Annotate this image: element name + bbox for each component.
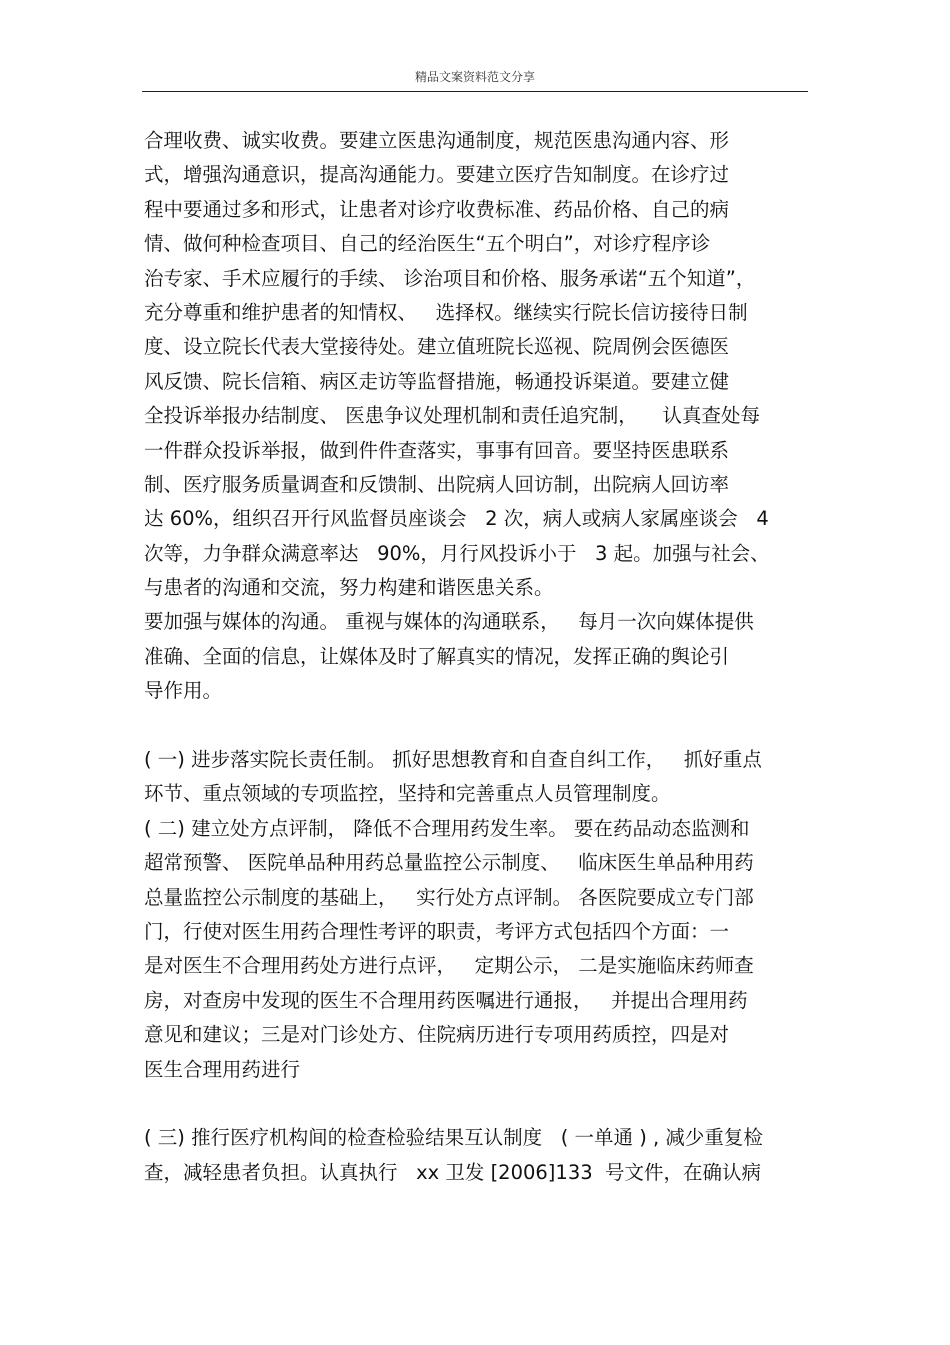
text-line: 风反馈、院长信箱、病区走访等监督措施，畅通投诉渠道。要建立健 bbox=[144, 369, 730, 393]
text-line: 式，增强沟通意识，提高沟通能力。要建立医疗告知制度。在诊疗过 bbox=[144, 163, 730, 187]
text-line: 总量监控公示制度的基础上， 实行处方点评制。 各医院要成立专门部 bbox=[144, 885, 754, 909]
text-line: 是对医生不合理用药处方进行点评， 定期公示， 二是实施临床药师查 bbox=[144, 954, 754, 978]
text-line: 环节、重点领域的专项监控，坚持和完善重点人员管理制度。 bbox=[144, 782, 671, 806]
text-line: 准确、全面的信息，让媒体及时了解真实的情况，发挥正确的舆论引 bbox=[144, 644, 730, 668]
text-line: 度、设立院长代表大堂接待处。建立值班院长巡视、院周例会医德医 bbox=[144, 335, 730, 359]
text-line: 意见和建议；三是对门诊处方、住院病历进行专项用药质控，四是对 bbox=[144, 1023, 730, 1047]
text-line: 次等，力争群众满意率达 90%，月行风投诉小于 3 起。加强与社会、 bbox=[144, 541, 770, 565]
text-line: 合理收费、诚实收费。要建立医患沟通制度，规范医患沟通内容、形 bbox=[144, 129, 730, 152]
page-header: 精品文案资料范文分享 bbox=[414, 70, 535, 84]
text-line: 与患者的沟通和交流，努力构建和谐医患关系。 bbox=[144, 576, 554, 600]
text-line: 查，减轻患者负担。认真执行 xx 卫发 [2006]133 号文件，在确认病 bbox=[144, 1160, 762, 1184]
text-line: 要加强与媒体的沟通。 重视与媒体的沟通联系， 每月一次向媒体提供 bbox=[144, 610, 754, 634]
text-line: 导作用。 bbox=[144, 679, 223, 703]
text-line: 情、做何种检查项目、自己的经治医生“五个明白”，对诊疗程序诊 bbox=[144, 232, 711, 256]
text-line: 全投诉举报办结制度、 医患争议处理机制和责任追究制， 认真查处每 bbox=[144, 404, 760, 428]
paragraph-gap bbox=[144, 709, 808, 743]
text-line: 程中要通过多和形式，让患者对诊疗收费标准、药品价格、自己的病 bbox=[144, 197, 730, 221]
text-line: 门，行使对医生用药合理性考评的职责，考评方式包括四个方面：一 bbox=[144, 919, 730, 943]
text-line: 制、医疗服务质量调查和反馈制、出院病人回访制，出院病人回访率 bbox=[144, 472, 730, 496]
text-line: 房，对查房中发现的医生不合理用药医嘱进行通报， 并提出合理用药 bbox=[144, 988, 748, 1012]
text-line: 超常预警、 医院单品种用药总量监控公示制度、 临床医生单品种用药 bbox=[144, 851, 754, 875]
text-line: 达 60%，组织召开行风监督员座谈会 2 次，病人或病人家属座谈会 4 bbox=[144, 507, 769, 531]
text-line: ( 二) 建立处方点评制， 降低不合理用药发生率。 要在药品动态监测和 bbox=[144, 816, 750, 840]
text-line: 治专家、手术应履行的手续、 诊治项目和价格、服务承诺“五个知道”， bbox=[144, 266, 756, 290]
text-line: 医生合理用药进行 bbox=[144, 1057, 301, 1081]
text-line: 一件群众投诉举报，做到件件查落实，事事有回音。要坚持医患联系 bbox=[144, 438, 730, 462]
document-body bbox=[144, 124, 808, 1190]
text-line: 充分尊重和维护患者的知情权、 选择权。继续实行院长信访接待日制 bbox=[144, 300, 748, 324]
text-line: ( 一) 进步落实院长责任制。 抓好思想教育和自查自纠工作， 抓好重点 bbox=[144, 748, 762, 772]
header-divider bbox=[142, 91, 808, 92]
paragraph-gap bbox=[144, 1087, 808, 1121]
text-line: ( 三) 推行医疗机构间的检查检验结果互认制度 ( 一单通 ) , 减少重复检 bbox=[144, 1126, 763, 1150]
